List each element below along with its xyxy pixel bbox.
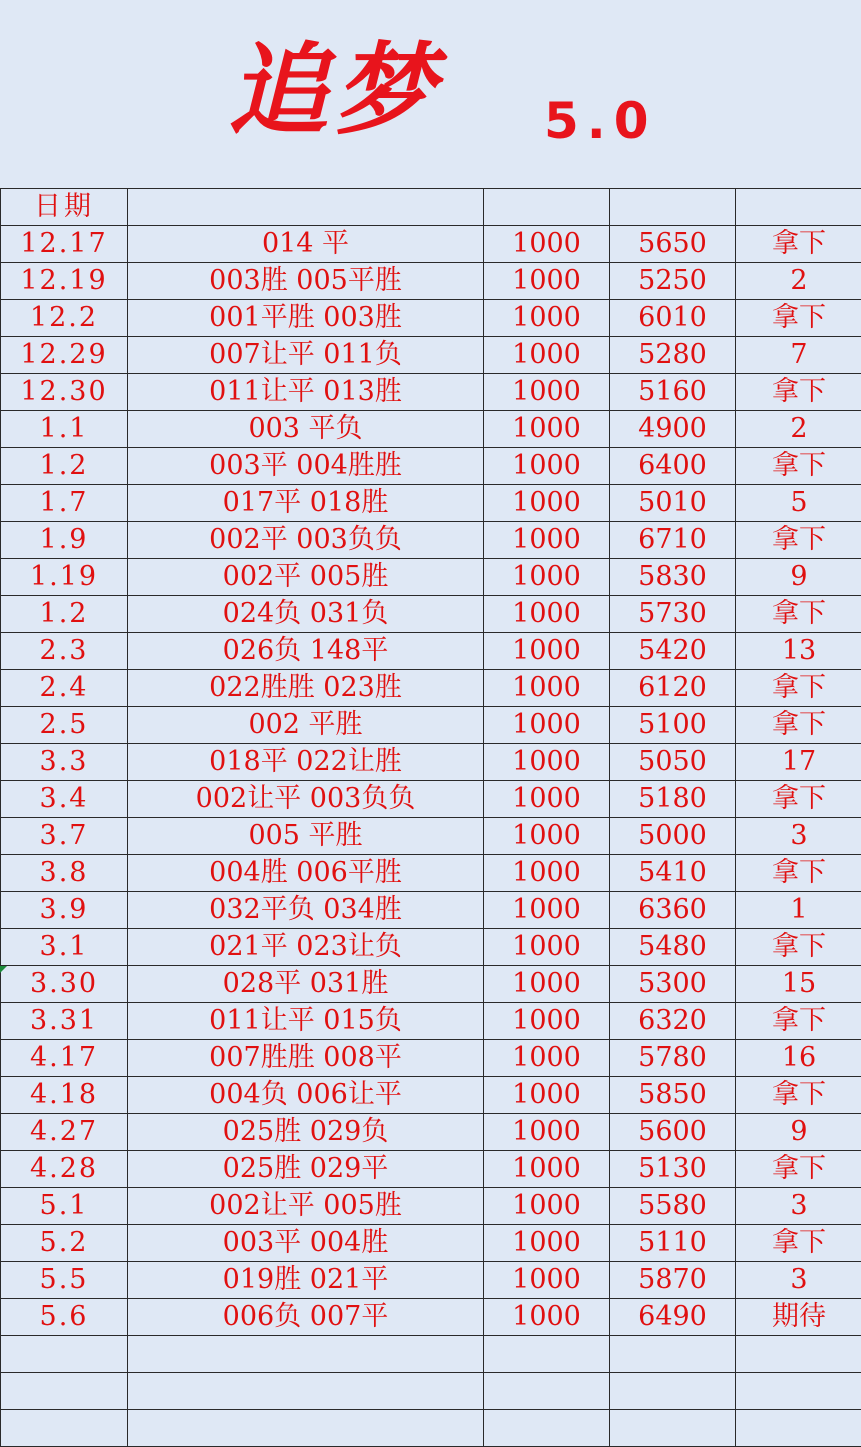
stake-cell[interactable]: 1000 — [484, 818, 610, 855]
date-cell[interactable]: 3.4 — [1, 781, 128, 818]
result-cell[interactable]: 13 — [736, 633, 861, 670]
payout-cell[interactable]: 6320 — [610, 1003, 736, 1040]
payout-cell[interactable]: 5050 — [610, 744, 736, 781]
payout-cell[interactable]: 5830 — [610, 559, 736, 596]
result-cell[interactable]: 拿下 — [736, 781, 861, 818]
date-cell[interactable]: 12.2 — [1, 300, 128, 337]
payout-cell[interactable]: 5280 — [610, 337, 736, 374]
result-cell[interactable]: 拿下 — [736, 374, 861, 411]
stake-cell[interactable]: 1000 — [484, 337, 610, 374]
date-cell[interactable]: 3.30 — [1, 966, 128, 1003]
payout-cell[interactable]: 5600 — [610, 1114, 736, 1151]
date-cell[interactable]: 3.9 — [1, 892, 128, 929]
date-cell[interactable]: 2.3 — [1, 633, 128, 670]
result-cell[interactable]: 拿下 — [736, 1077, 861, 1114]
table-row — [1, 1262, 861, 1299]
table-row — [1, 670, 861, 707]
match-cell[interactable]: 003平 004胜 — [128, 1225, 484, 1262]
payout-cell[interactable]: 5180 — [610, 781, 736, 818]
table-row — [1, 263, 861, 300]
result-cell[interactable]: 9 — [736, 559, 861, 596]
match-cell[interactable]: 025胜 029平 — [128, 1151, 484, 1188]
stake-cell[interactable]: 1000 — [484, 1262, 610, 1299]
payout-cell[interactable]: 5870 — [610, 1262, 736, 1299]
table-row — [1, 1299, 861, 1336]
match-cell[interactable]: 025胜 029负 — [128, 1114, 484, 1151]
match-cell[interactable]: 004负 006让平 — [128, 1077, 484, 1114]
stake-cell[interactable]: 1000 — [484, 374, 610, 411]
date-cell[interactable]: 12.19 — [1, 263, 128, 300]
match-cell[interactable]: 021平 023让负 — [128, 929, 484, 966]
stake-cell[interactable]: 1000 — [484, 1040, 610, 1077]
record-table — [0, 188, 861, 1447]
match-cell[interactable]: 022胜胜 023胜 — [128, 670, 484, 707]
result-cell[interactable]: 2 — [736, 411, 861, 448]
result-cell[interactable]: 拿下 — [736, 670, 861, 707]
stake-cell[interactable]: 1000 — [484, 300, 610, 337]
stake-cell[interactable]: 1000 — [484, 559, 610, 596]
match-cell[interactable]: 002 平胜 — [128, 707, 484, 744]
date-cell[interactable]: 4.28 — [1, 1151, 128, 1188]
payout-cell[interactable]: 5130 — [610, 1151, 736, 1188]
stake-cell[interactable]: 1000 — [484, 1188, 610, 1225]
result-cell[interactable]: 拿下 — [736, 855, 861, 892]
table-row — [1, 226, 861, 263]
stake-cell[interactable]: 1000 — [484, 744, 610, 781]
table-body — [1, 189, 861, 1447]
stake-header[interactable] — [484, 189, 610, 226]
stake-cell[interactable]: 1000 — [484, 1114, 610, 1151]
table-row — [1, 522, 861, 559]
empty-row — [1, 1373, 861, 1410]
match-cell[interactable]: 017平 018胜 — [128, 485, 484, 522]
table-row — [1, 485, 861, 522]
table-row — [1, 1225, 861, 1262]
date-cell[interactable]: 2.5 — [1, 707, 128, 744]
date-cell[interactable]: 4.27 — [1, 1114, 128, 1151]
table-row — [1, 966, 861, 1003]
payout-cell[interactable]: 6120 — [610, 670, 736, 707]
empty-cell[interactable] — [736, 1373, 861, 1410]
empty-cell[interactable] — [1, 1410, 128, 1447]
empty-cell[interactable] — [610, 1336, 736, 1373]
date-cell[interactable]: 1.2 — [1, 596, 128, 633]
sheet-header — [0, 0, 861, 188]
empty-cell[interactable] — [484, 1336, 610, 1373]
date-header[interactable]: 日期 — [1, 189, 128, 226]
payout-cell[interactable]: 5010 — [610, 485, 736, 522]
table-row — [1, 818, 861, 855]
empty-cell[interactable] — [128, 1373, 484, 1410]
payout-cell[interactable]: 6710 — [610, 522, 736, 559]
table-row — [1, 633, 861, 670]
empty-cell[interactable] — [736, 1410, 861, 1447]
table-row — [1, 1151, 861, 1188]
payout-cell[interactable]: 5780 — [610, 1040, 736, 1077]
stake-cell[interactable]: 1000 — [484, 448, 610, 485]
stake-cell[interactable]: 1000 — [484, 1077, 610, 1114]
date-cell[interactable]: 2.4 — [1, 670, 128, 707]
match-cell[interactable]: 011让平 015负 — [128, 1003, 484, 1040]
table-row — [1, 337, 861, 374]
date-cell[interactable]: 12.30 — [1, 374, 128, 411]
table-row — [1, 707, 861, 744]
date-cell[interactable]: 1.1 — [1, 411, 128, 448]
payout-cell[interactable]: 5160 — [610, 374, 736, 411]
result-cell[interactable]: 期待 — [736, 1299, 861, 1336]
result-cell[interactable]: 1 — [736, 892, 861, 929]
date-cell[interactable]: 3.3 — [1, 744, 128, 781]
result-cell[interactable]: 3 — [736, 1188, 861, 1225]
result-cell[interactable]: 拿下 — [736, 1225, 861, 1262]
result-cell[interactable]: 17 — [736, 744, 861, 781]
date-cell[interactable]: 5.1 — [1, 1188, 128, 1225]
stake-cell[interactable]: 1000 — [484, 929, 610, 966]
date-cell[interactable]: 12.17 — [1, 226, 128, 263]
result-cell[interactable]: 拿下 — [736, 300, 861, 337]
payout-cell[interactable]: 6010 — [610, 300, 736, 337]
table-row — [1, 781, 861, 818]
match-cell[interactable]: 001平胜 003胜 — [128, 300, 484, 337]
payout-cell[interactable]: 5420 — [610, 633, 736, 670]
table-row — [1, 892, 861, 929]
match-cell[interactable]: 003平 004胜胜 — [128, 448, 484, 485]
result-cell[interactable]: 拿下 — [736, 522, 861, 559]
empty-cell[interactable] — [128, 1336, 484, 1373]
payout-cell[interactable]: 6490 — [610, 1299, 736, 1336]
table-row — [1, 559, 861, 596]
payout-cell[interactable]: 5480 — [610, 929, 736, 966]
match-cell[interactable]: 006负 007平 — [128, 1299, 484, 1336]
table-row — [1, 929, 861, 966]
stake-cell[interactable]: 1000 — [484, 226, 610, 263]
stake-cell[interactable]: 1000 — [484, 633, 610, 670]
match-cell[interactable]: 003 平负 — [128, 411, 484, 448]
result-cell[interactable]: 拿下 — [736, 448, 861, 485]
table-row — [1, 744, 861, 781]
result-cell[interactable]: 7 — [736, 337, 861, 374]
result-cell[interactable]: 3 — [736, 1262, 861, 1299]
header-row — [1, 189, 861, 226]
payout-cell[interactable]: 4900 — [610, 411, 736, 448]
stake-cell[interactable]: 1000 — [484, 966, 610, 1003]
table-row — [1, 300, 861, 337]
result-cell[interactable]: 拿下 — [736, 1151, 861, 1188]
match-cell[interactable]: 004胜 006平胜 — [128, 855, 484, 892]
match-cell[interactable]: 014 平 — [128, 226, 484, 263]
match-cell[interactable]: 028平 031胜 — [128, 966, 484, 1003]
match-cell[interactable]: 018平 022让胜 — [128, 744, 484, 781]
result-cell[interactable]: 拿下 — [736, 1003, 861, 1040]
cell-comment-marker — [0, 966, 7, 973]
payout-cell[interactable]: 6400 — [610, 448, 736, 485]
date-cell[interactable]: 4.17 — [1, 1040, 128, 1077]
payout-cell[interactable]: 6360 — [610, 892, 736, 929]
table-row — [1, 1003, 861, 1040]
empty-cell[interactable] — [1, 1373, 128, 1410]
payout-cell[interactable]: 5100 — [610, 707, 736, 744]
match-cell[interactable]: 005 平胜 — [128, 818, 484, 855]
date-cell[interactable]: 3.8 — [1, 855, 128, 892]
date-cell[interactable]: 3.1 — [1, 929, 128, 966]
stake-cell[interactable]: 1000 — [484, 855, 610, 892]
match-cell[interactable]: 011让平 013胜 — [128, 374, 484, 411]
table-row — [1, 1188, 861, 1225]
table-row — [1, 1040, 861, 1077]
empty-cell[interactable] — [736, 1336, 861, 1373]
result-header[interactable] — [736, 189, 861, 226]
match-cell[interactable]: 002让平 003负负 — [128, 781, 484, 818]
date-cell[interactable]: 1.2 — [1, 448, 128, 485]
payout-cell[interactable]: 5000 — [610, 818, 736, 855]
empty-row — [1, 1410, 861, 1447]
payout-cell[interactable]: 5410 — [610, 855, 736, 892]
payout-cell[interactable]: 5300 — [610, 966, 736, 1003]
empty-cell[interactable] — [1, 1336, 128, 1373]
table-row — [1, 596, 861, 633]
date-cell[interactable]: 3.7 — [1, 818, 128, 855]
match-cell[interactable]: 024负 031负 — [128, 596, 484, 633]
match-cell[interactable]: 007胜胜 008平 — [128, 1040, 484, 1077]
result-cell[interactable]: 15 — [736, 966, 861, 1003]
result-cell[interactable]: 9 — [736, 1114, 861, 1151]
stake-cell[interactable]: 1000 — [484, 263, 610, 300]
match-cell[interactable]: 003胜 005平胜 — [128, 263, 484, 300]
table-row — [1, 855, 861, 892]
payout-header[interactable] — [610, 189, 736, 226]
match-cell[interactable]: 007让平 011负 — [128, 337, 484, 374]
payout-cell[interactable]: 5110 — [610, 1225, 736, 1262]
date-cell[interactable]: 1.9 — [1, 522, 128, 559]
page-title: 追梦 — [228, 31, 440, 149]
result-cell[interactable]: 拿下 — [736, 929, 861, 966]
result-cell[interactable]: 拿下 — [736, 707, 861, 744]
result-cell[interactable]: 16 — [736, 1040, 861, 1077]
stake-cell[interactable]: 1000 — [484, 1003, 610, 1040]
stake-cell[interactable]: 1000 — [484, 596, 610, 633]
result-cell[interactable]: 5 — [736, 485, 861, 522]
date-cell[interactable]: 3.31 — [1, 1003, 128, 1040]
date-cell[interactable]: 5.5 — [1, 1262, 128, 1299]
table-row — [1, 448, 861, 485]
payout-cell[interactable]: 5650 — [610, 226, 736, 263]
date-cell[interactable]: 1.19 — [1, 559, 128, 596]
date-cell[interactable]: 5.2 — [1, 1225, 128, 1262]
empty-cell[interactable] — [610, 1373, 736, 1410]
result-cell[interactable]: 3 — [736, 818, 861, 855]
result-cell[interactable]: 拿下 — [736, 596, 861, 633]
stake-cell[interactable]: 1000 — [484, 411, 610, 448]
date-cell[interactable]: 12.29 — [1, 337, 128, 374]
stake-cell[interactable]: 1000 — [484, 781, 610, 818]
stake-cell[interactable]: 1000 — [484, 485, 610, 522]
match-cell[interactable]: 002平 003负负 — [128, 522, 484, 559]
match-cell[interactable]: 002平 005胜 — [128, 559, 484, 596]
empty-row — [1, 1336, 861, 1373]
stake-cell[interactable]: 1000 — [484, 1151, 610, 1188]
table-row — [1, 411, 861, 448]
table-row — [1, 1114, 861, 1151]
empty-cell[interactable] — [484, 1373, 610, 1410]
date-cell[interactable]: 4.18 — [1, 1077, 128, 1114]
stake-cell[interactable]: 1000 — [484, 1299, 610, 1336]
stake-cell[interactable]: 1000 — [484, 892, 610, 929]
empty-cell[interactable] — [128, 1410, 484, 1447]
payout-cell[interactable]: 5850 — [610, 1077, 736, 1114]
payout-cell[interactable]: 5730 — [610, 596, 736, 633]
match-cell[interactable]: 026负 148平 — [128, 633, 484, 670]
stake-cell[interactable]: 1000 — [484, 1225, 610, 1262]
stake-cell[interactable]: 1000 — [484, 670, 610, 707]
result-cell[interactable]: 拿下 — [736, 226, 861, 263]
version-label: 5.0 — [544, 92, 657, 150]
match-header[interactable] — [128, 189, 484, 226]
table-row — [1, 374, 861, 411]
empty-cell[interactable] — [484, 1410, 610, 1447]
date-cell[interactable]: 5.6 — [1, 1299, 128, 1336]
result-cell[interactable]: 2 — [736, 263, 861, 300]
match-cell[interactable]: 002让平 005胜 — [128, 1188, 484, 1225]
payout-cell[interactable]: 5580 — [610, 1188, 736, 1225]
match-cell[interactable]: 032平负 034胜 — [128, 892, 484, 929]
payout-cell[interactable]: 5250 — [610, 263, 736, 300]
date-cell[interactable]: 1.7 — [1, 485, 128, 522]
empty-cell[interactable] — [610, 1410, 736, 1447]
stake-cell[interactable]: 1000 — [484, 522, 610, 559]
table-row — [1, 1077, 861, 1114]
stake-cell[interactable]: 1000 — [484, 707, 610, 744]
match-cell[interactable]: 019胜 021平 — [128, 1262, 484, 1299]
